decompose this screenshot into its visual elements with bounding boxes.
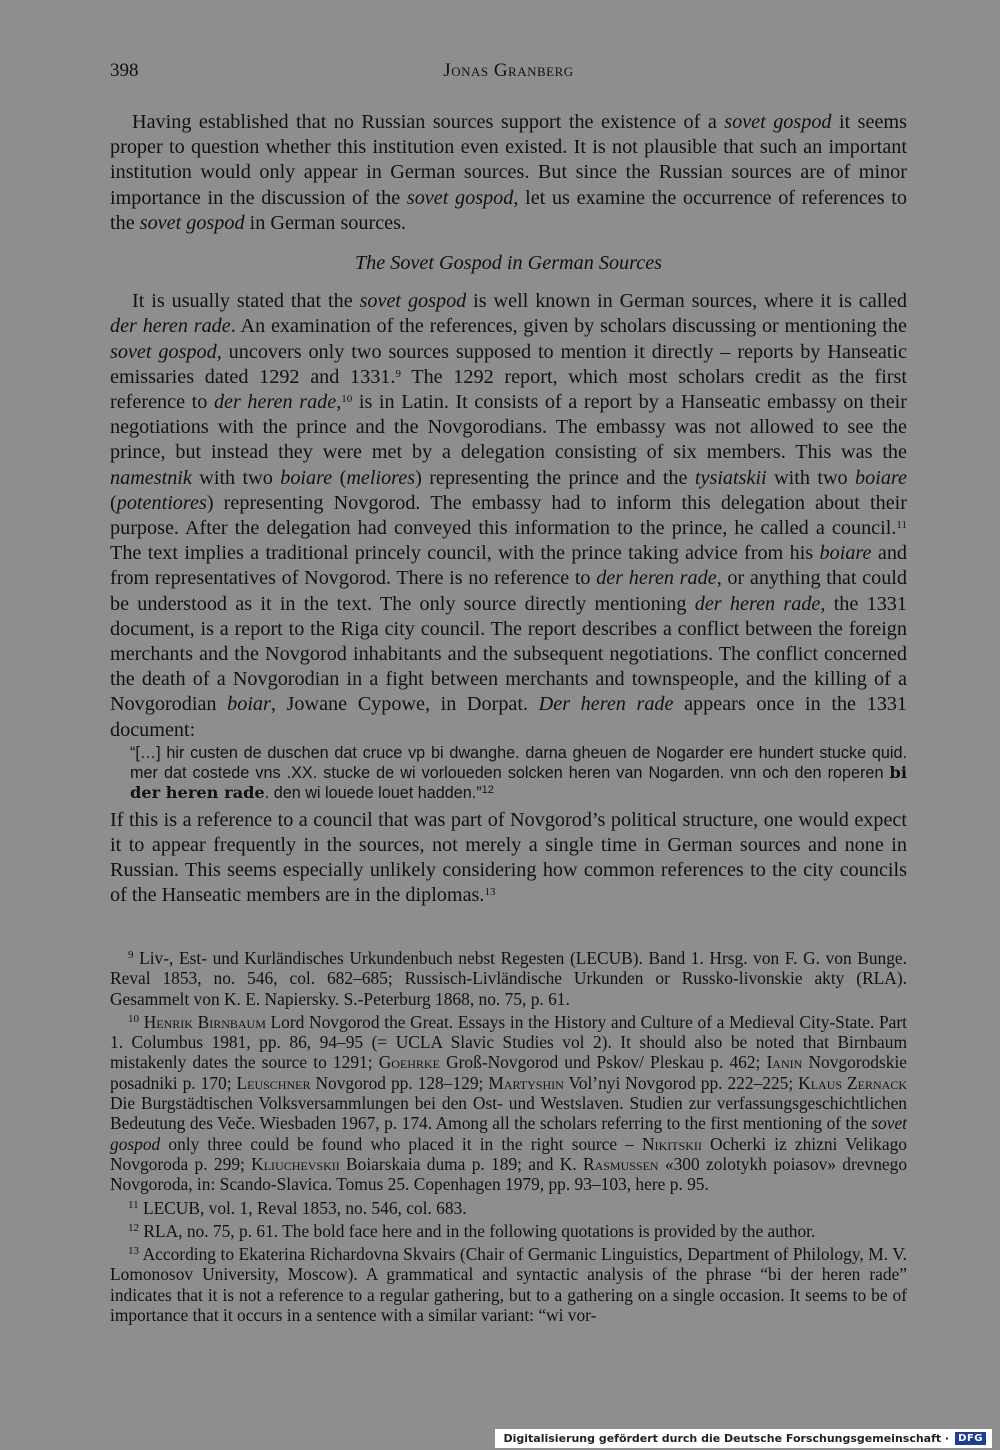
footnote-ref-12: 12 xyxy=(481,784,494,797)
paragraph-2: It is usually stated that the sovet gospod is well known in German sources, where it is called der heren rade. An examination of the references, given by scholars discussing or mentioning the sovet gospod, uncovers only two sources supposed to mention it directly – reports by Hanseatic emissaries dated 1292 and 1331.$^9$ The 1292 report, which most scholars credit as the first reference to der heren rade,$^{10}$ is in Latin. It consists of a report by a Hanseatic embassy on their negotiations with the prince and the Novgorodians. The embassy was not allowed to see the prince, but instead they were met by a delegation consisting of six members. This was the namestnik with two boiare (meliores) representing the prince and the tysiatskii with two boiare (potentiores) representing Novgorod. The embassy had to inform this delegation about their purpose. After the delegation had conveyed this information to the prince, he called a council.$^{11}$ The text implies a traditional princely council, with the prince taking advice from his boiare and from representatives of Novgorod. There is no reference to der heren rade, or anything that could be understood as it in the text. The only source directly mentioning der heren rade, the 1331 document, is a report to the Riga city council. The report describes a conflict between the foreign merchants and the Novgorod inhabitants and the subsequent negotiations. The conflict concerned the death of a Novgorodian in a fight between merchants and townspeople, and the killing of a Novgorodian boiar, Jowane Cypowe, in Dorpat. Der heren rade appears once in the 1331 document: xyxy=(110,290,908,741)
footnote-10: $^{10}$ Henrik Birnbaum Lord Novgorod the Great. Essays in the History and Culture of a Medieval City-State. Part 1. Columbus 1981, pp. 86, 94–95 (= UCLA Slavic Studies vol 2). It should also be noted that Birnbaum mistakenly dates the source to 1291; Goehrke Groß-Novgorod und Pskov/ Pleskau p. 462; Ianin Novgorodskie posadniki p. 170; Leuschner Novgorod pp. 128–129; Martyshin Vol’nyi Novgorod pp. 222–225; Klaus Zernack Die Burgstädtischen Volksversammlungen bei den Ost- und Westslaven. Studien zur verfassungsgeschichtlichen Bedeutung des Veče. Wiesbaden 1967, p. 174. Among all the scholars referring to the first mentioning of the sovet gospod only three could be found who placed it in the right source – Nikitskii Ocherki iz zhizni Velikago Novgoroda p. 299; Kliuchevskii Boiarskaia duma p. 189; and K. Rasmussen «300 zolotykh poiasov» drevnego Novgoroda, in: Scando-Slavica. Tomus 25. Copenhagen 1979, pp. 93–103, here p. 95. xyxy=(110,1011,908,1195)
main-text xyxy=(110,110,907,909)
footnote-ref-9: 9 xyxy=(395,367,401,380)
footnote-11: $^{11}$ LECUB, vol. 1, Reval 1853, no. 546, col. 683. xyxy=(128,1197,467,1218)
funding-text: Digitalisierung gefördert durch die Deutsche Forschungsgemeinschaft · xyxy=(503,1432,950,1445)
footnote-ref-13: 13 xyxy=(484,886,496,899)
running-header xyxy=(110,60,907,90)
footnote-ref-10: 10 xyxy=(341,393,353,406)
footnotes xyxy=(110,948,907,1328)
funding-footer xyxy=(495,1429,992,1448)
block-quote: “[…] hir custen de duschen dat cruce vp bi dwanghe. darna gheuen de Nogarder ere hundert stucke quid. mer dat costede vns .XX. stucke de wi vorloueden solcken heren van Nogarden. vnn och den roperen bi der heren rade. den wi louede louet hadden.”$^{12}$ xyxy=(130,743,907,803)
page-number: 398 xyxy=(110,60,139,81)
footnote-13: $^{13}$ According to Ekaterina Richardovna Skvairs (Chair of Germanic Linguistics, Department of Philology, M. V. Lomonosov University, Moscow). A grammatical and syntactic analysis of the phrase “bi der heren rade” indicates that it is not a reference to a regular gathering, but to a gathering on a single occasion. It seems to be of importance that it occurs in a sentence with a similar variant: “wi vor- xyxy=(110,1244,907,1326)
footnote-12: $^{12}$ RLA, no. 75, p. 61. The bold face here and in the following quotations is provided by the author. xyxy=(128,1220,816,1241)
footnote-ref-11: 11 xyxy=(896,519,907,532)
section-heading: The Sovet Gospod in German Sources xyxy=(354,252,663,275)
running-head-author: Jonas Granberg xyxy=(443,60,574,81)
paragraph-1: Having established that no Russian sources support the existence of a sovet gospod it seems proper to question whether this institution even existed. It is not plausible that such an important institution would only appear in German sources. But since the Russian sources are of minor importance in the discussion of the sovet gospod, let us examine the occurrence of references to the sovet gospod in German sources. xyxy=(110,111,907,234)
paragraph-3: If this is a reference to a council that was part of Novgorod’s political structure, one would expect it to appear frequently in the sources, not merely a single time in German sources and none in Russian. This seems especially unlikely considering how common references to the city councils of the Hanseatic members are in the diplomas.$^{13}$ xyxy=(110,808,907,907)
footnote-9: $^9$ Liv-, Est- und Kurländisches Urkundenbuch nebst Regesten (LECUB). Band 1. Hrsg. von F. G. von Bunge. Reval 1853, no. 546, col. 682–685; Russisch-Livländische Urkunden or Russko-livonskie akty (RLA). Gesammelt von K. E. Napiersky. S.-Peterburg 1868, no. 75, p. 61. xyxy=(110,948,907,1009)
dfg-logo-icon: DFG xyxy=(955,1432,986,1445)
